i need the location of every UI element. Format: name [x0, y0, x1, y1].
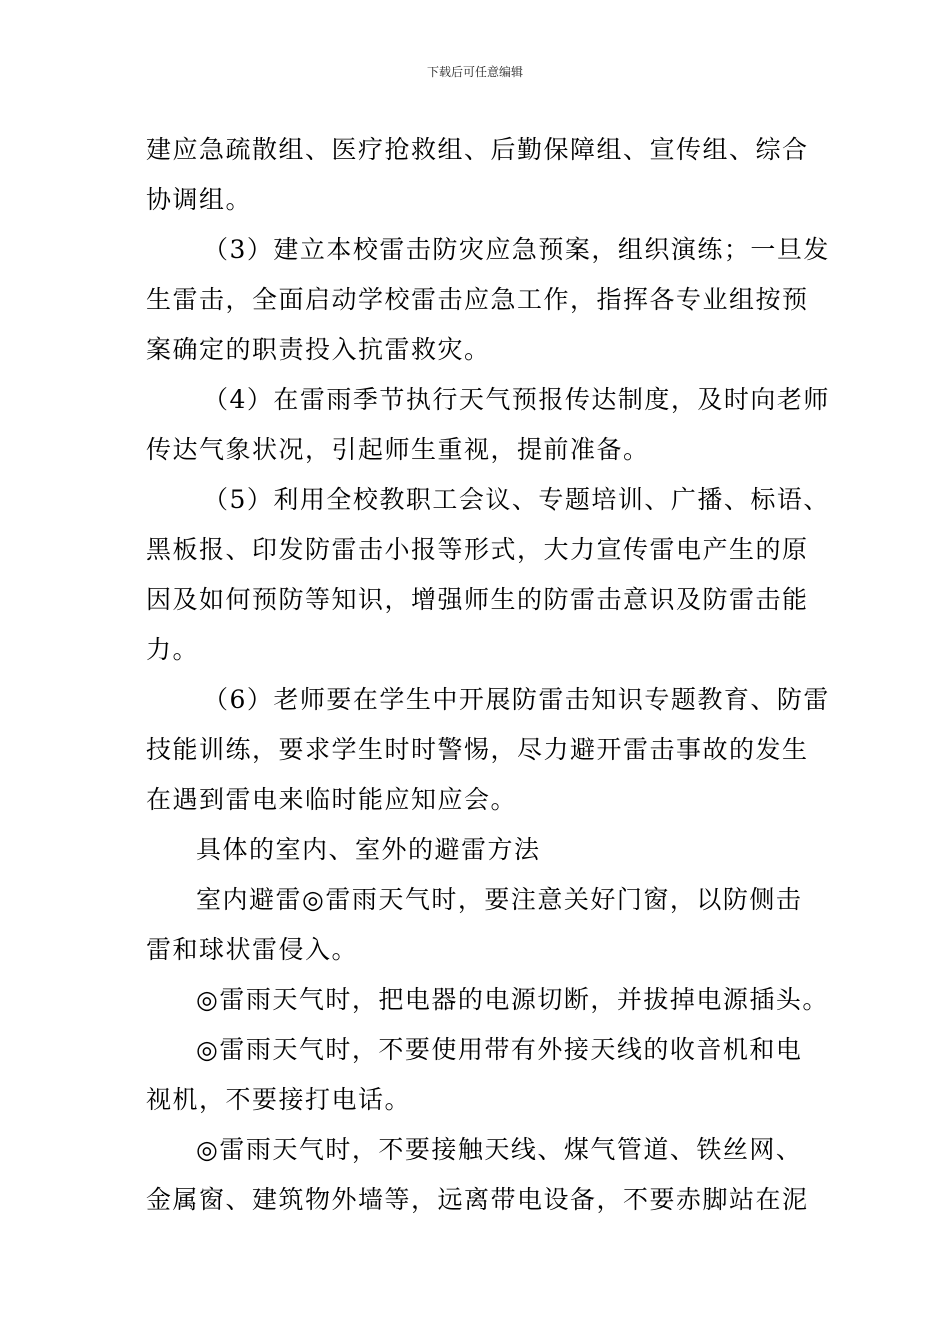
text-line: ◎雷雨天气时，不要使用带有外接天线的收音机和电	[196, 1035, 803, 1064]
text-line: （3）建立本校雷击防灾应急预案，组织演练；一旦发	[203, 235, 830, 264]
text-line: 生雷击，全面启动学校雷击应急工作，指挥各专业组按预	[146, 285, 809, 314]
text-line: 视机，不要接打电话。	[146, 1085, 412, 1114]
text-line: （5）利用全校教职工会议、专题培训、广播、标语、	[203, 485, 830, 514]
text-line: 在遇到雷电来临时能应知应会。	[146, 785, 518, 814]
text-line: （4）在雷雨季节执行天气预报传达制度，及时向老师	[203, 385, 830, 414]
text-line: ◎雷雨天气时，把电器的电源切断，并拔掉电源插头。	[196, 985, 829, 1014]
text-line: （6）老师要在学生中开展防雷击知识专题教育、防雷	[203, 685, 830, 714]
text-line: 黑板报、印发防雷击小报等形式，大力宣传雷电产生的原	[146, 535, 809, 564]
text-line: 具体的室内、室外的避雷方法	[196, 835, 541, 864]
text-line: 传达气象状况，引起师生重视，提前准备。	[146, 435, 650, 464]
text-line: 协调组。	[146, 185, 253, 214]
page-header: 下载后可任意编辑	[426, 65, 523, 79]
text-line: 技能训练，要求学生时时警惕，尽力避开雷击事故的发生	[146, 735, 809, 764]
text-line: 室内避雷◎雷雨天气时，要注意关好门窗，以防侧击	[196, 885, 803, 914]
text-line: 金属窗、建筑物外墙等，远离带电设备，不要赤脚站在泥	[146, 1185, 809, 1214]
text-line: 案确定的职责投入抗雷救灾。	[146, 335, 491, 364]
text-line: 建应急疏散组、医疗抢救组、后勤保障组、宣传组、综合	[146, 135, 809, 164]
text-line: 因及如何预防等知识，增强师生的防雷击意识及防雷击能	[146, 585, 809, 614]
text-line: ◎雷雨天气时，不要接触天线、煤气管道、铁丝网、	[196, 1135, 803, 1164]
text-line: 雷和球状雷侵入。	[146, 935, 359, 964]
text-line: 力。	[146, 635, 200, 664]
